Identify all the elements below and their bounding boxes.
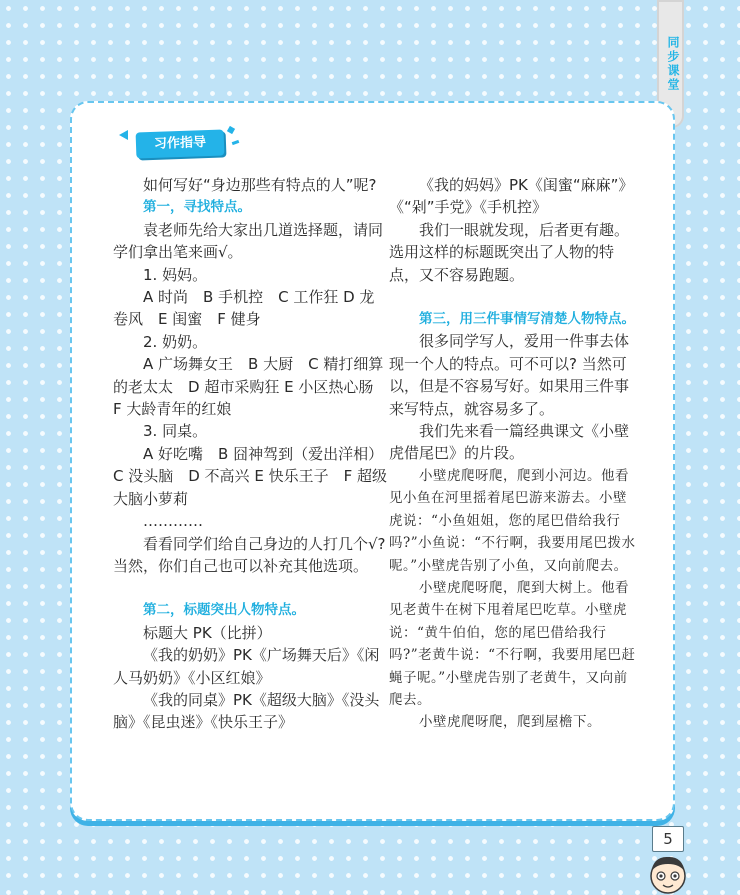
paragraph: 《我的奶奶》PK《广场舞天后》《闲人马奶奶》《小区红娘》 bbox=[113, 646, 380, 687]
paragraph: 小壁虎爬呀爬，爬到小河边。他看见小鱼在河里摇着尾巴游来游去。小壁虎说：“小鱼姐姐，您的尾巴借给我行吗?”小鱼说：“不行啊，我要用尾巴拨水呢。”小壁虎告别了小鱼，又向前爬去。 bbox=[389, 467, 636, 574]
paragraph: 我们先来看一篇经典课文《小壁虎借尾巴》的片段。 bbox=[389, 422, 630, 463]
paragraph: A 广场舞女王 B 大厨 C 精打细算的老太太 D 超市采购狂 E 小区热心肠 F 大龄青年的红娘 bbox=[113, 355, 389, 419]
page-number: 5 bbox=[652, 826, 684, 852]
paragraph: 小壁虎爬呀爬，爬到屋檐下。 bbox=[419, 714, 601, 731]
mascot-icon bbox=[640, 852, 696, 895]
right-column bbox=[389, 174, 639, 734]
content-card bbox=[70, 101, 675, 821]
paragraph: 标题大 PK（比拼） bbox=[143, 623, 272, 642]
paragraph: A 好吃嘴 B 囧神驾到（爱出洋相） C 没头脑 D 不高兴 E 快乐王子 F 超级大脑小萝莉 bbox=[113, 444, 391, 508]
paragraph: ………… bbox=[143, 512, 203, 531]
paragraph: 如何写好“身边那些有特点的人”呢? bbox=[143, 176, 377, 194]
section-badge: 习作指导 bbox=[136, 129, 225, 158]
spacer bbox=[389, 286, 639, 308]
section-heading: 第三，用三件事情写清楚人物特点。 bbox=[419, 311, 635, 328]
paragraph: 3. 同桌。 bbox=[143, 422, 208, 441]
paragraph: 1. 妈妈。 bbox=[143, 265, 208, 284]
paragraph: 看看同学们给自己身边的人打几个√? 当然，你们自己也可以补充其他选项。 bbox=[113, 534, 386, 575]
side-tab-label: 同步课堂 bbox=[666, 36, 680, 92]
paragraph: 2. 奶奶。 bbox=[143, 332, 208, 351]
section-heading: 第二，标题突出人物特点。 bbox=[143, 602, 305, 619]
section-heading: 第一，寻找特点。 bbox=[143, 199, 251, 216]
sparkle-decoration-icon bbox=[227, 126, 235, 134]
triangle-decoration-icon bbox=[119, 130, 128, 140]
paragraph: 很多同学写人，爱用一件事去体现一个人的特点。可不可以? 当然可以，但是不容易写好。如果用三件事来写特点，就容易多了。 bbox=[389, 332, 630, 418]
spacer bbox=[113, 577, 387, 599]
paragraph: 小壁虎爬呀爬，爬到大树上。他看见老黄牛在树下甩着尾巴吃草。小壁虎说：“黄牛伯伯，您的尾巴借给我行吗?”老黄牛说：“不行啊，我要用尾巴赶蝇子呢。”小壁虎告别了老黄牛，又向前爬去。 bbox=[389, 579, 636, 708]
left-column bbox=[113, 174, 391, 734]
paragraph: 《我的妈妈》PK《闺蜜“麻麻”》《“剁”手党》《手机控》 bbox=[389, 176, 634, 217]
sparkle-decoration-icon bbox=[232, 140, 240, 145]
paragraph: 我们一眼就发现，后者更有趣。选用这样的标题既突出了人物的特点，又不容易跑题。 bbox=[389, 220, 630, 284]
paragraph: 袁老师先给大家出几道选择题，请同学们拿出笔来画√。 bbox=[113, 220, 384, 262]
paragraph: A 时尚 B 手机控 C 工作狂 D 龙卷风 E 闺蜜 F 健身 bbox=[113, 288, 375, 329]
paragraph: 《我的同桌》PK《超级大脑》《没头脑》《昆虫迷》《快乐王子》 bbox=[113, 690, 380, 732]
